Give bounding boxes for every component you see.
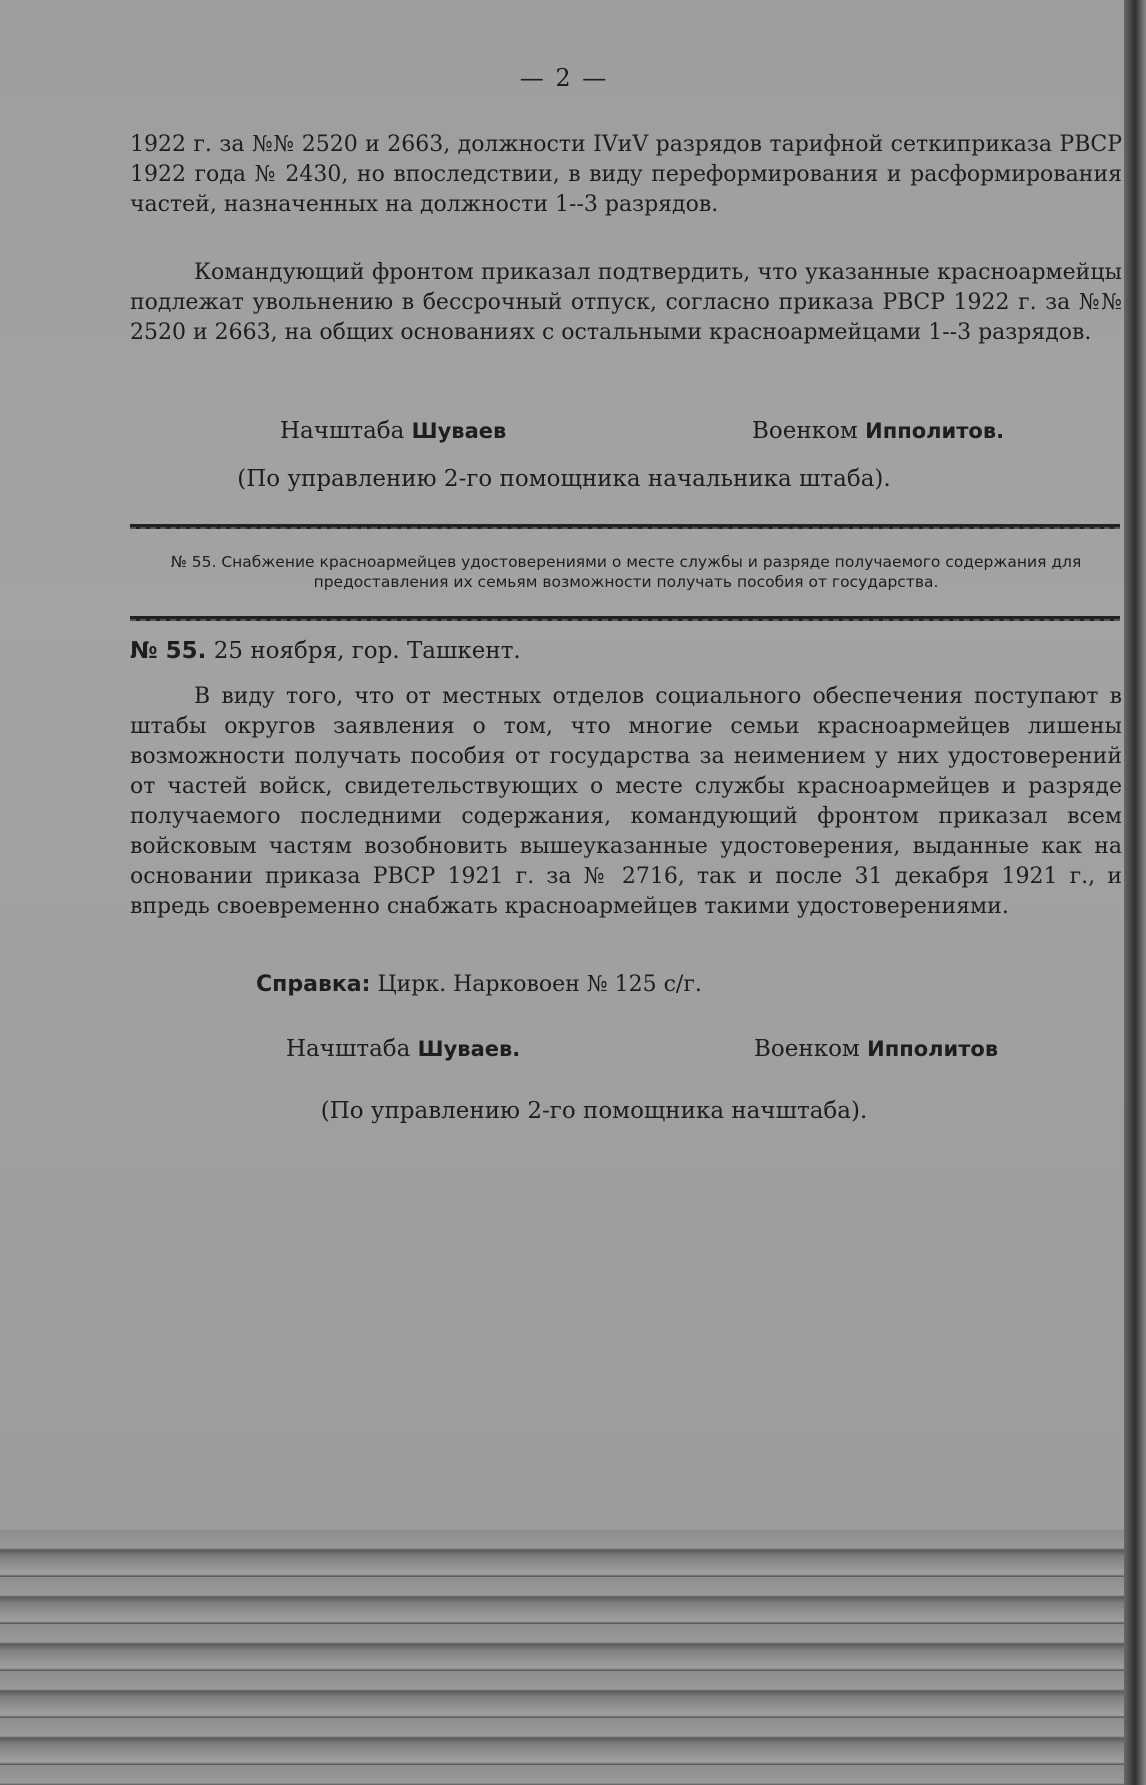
signature-name: Ипполитов — [867, 1037, 999, 1061]
order-55-paragraph: В виду того, что от местных отделов социального обеспечения поступают в штабы округов заявления о том, что многие семьи красноармейцев лишены возможности получать пособия от государства за неимением у них удостоверений от частей войск, свидетельствующих о месте службы красноармейцев и разряде получаемого последними содержания, командующий фронтом приказал всем войсковым частям возобновить вышеуказанные удостоверения, выданные как на основании приказа РВСР 1921 г. за № 2716, так и после 31 декабря 1921 г., и впредь своевременно снабжать красноармейцев такими удостоверениями. — [130, 684, 1122, 919]
signature-title: Начштаба — [286, 1036, 411, 1062]
signature-title: Начштаба — [280, 418, 405, 444]
order-54-signature-chief — [280, 418, 506, 444]
order-55-header — [130, 638, 521, 664]
order-55-signature-commissar — [754, 1036, 998, 1062]
continuation-paragraph — [130, 130, 1122, 220]
continuation-text: 1922 г. за №№ 2520 и 2663, должности IVиV разрядов тарифной сеткиприказа РВСР 1922 года № 2430, но впоследствии, в виду переформирования и расформирования частей, назначенных на должности 1--3 разрядов. — [130, 132, 1122, 217]
signature-title: Военком — [754, 1036, 860, 1062]
signature-title: Военком — [752, 418, 858, 444]
page-number: — 2 — — [519, 64, 609, 92]
order-54-paragraph: Командующий фронтом приказал подтвердить, что указанные красноармейцы подлежат увольнению в бессрочный отпуск, согласно приказа РВСР 1922 г. за №№ 2520 и 2663, на общих основаниях с остальными красноармейцами 1--3 разрядов. — [130, 260, 1122, 345]
reference-label: Справка: — [256, 972, 371, 997]
stacked-page-edges — [0, 1530, 1124, 1785]
signature-name: Шуваев. — [417, 1037, 521, 1061]
order-55-department: (По управлению 2-го помощника начштаба). — [320, 1098, 868, 1124]
order-54-signature-commissar — [752, 418, 1004, 444]
order-54-department: (По управлению 2-го помощника начальника штаба). — [237, 466, 891, 492]
reference-text: Цирк. Нарковоен № 125 с/г. — [377, 972, 702, 997]
order-number: № 55. — [130, 638, 207, 664]
signature-name: Ипполитов. — [865, 419, 1005, 443]
order-date-place: 25 ноября, гор. Ташкент. — [213, 638, 521, 664]
order-55-reference — [256, 972, 702, 997]
signature-name: Шуваев — [411, 419, 507, 443]
order-55-signature-chief — [286, 1036, 520, 1062]
order-55-summary: № 55. Снабжение красноармейцев удостоверениями о месте службы и разряде получаемого содержания для предоставления их семьям возможности получать пособия от государства. — [170, 553, 1082, 591]
divider-top — [130, 524, 1120, 529]
order-54-body — [130, 258, 1122, 348]
divider-bottom — [130, 616, 1120, 621]
order-55-body — [130, 682, 1122, 922]
book-spine — [1124, 0, 1146, 1785]
